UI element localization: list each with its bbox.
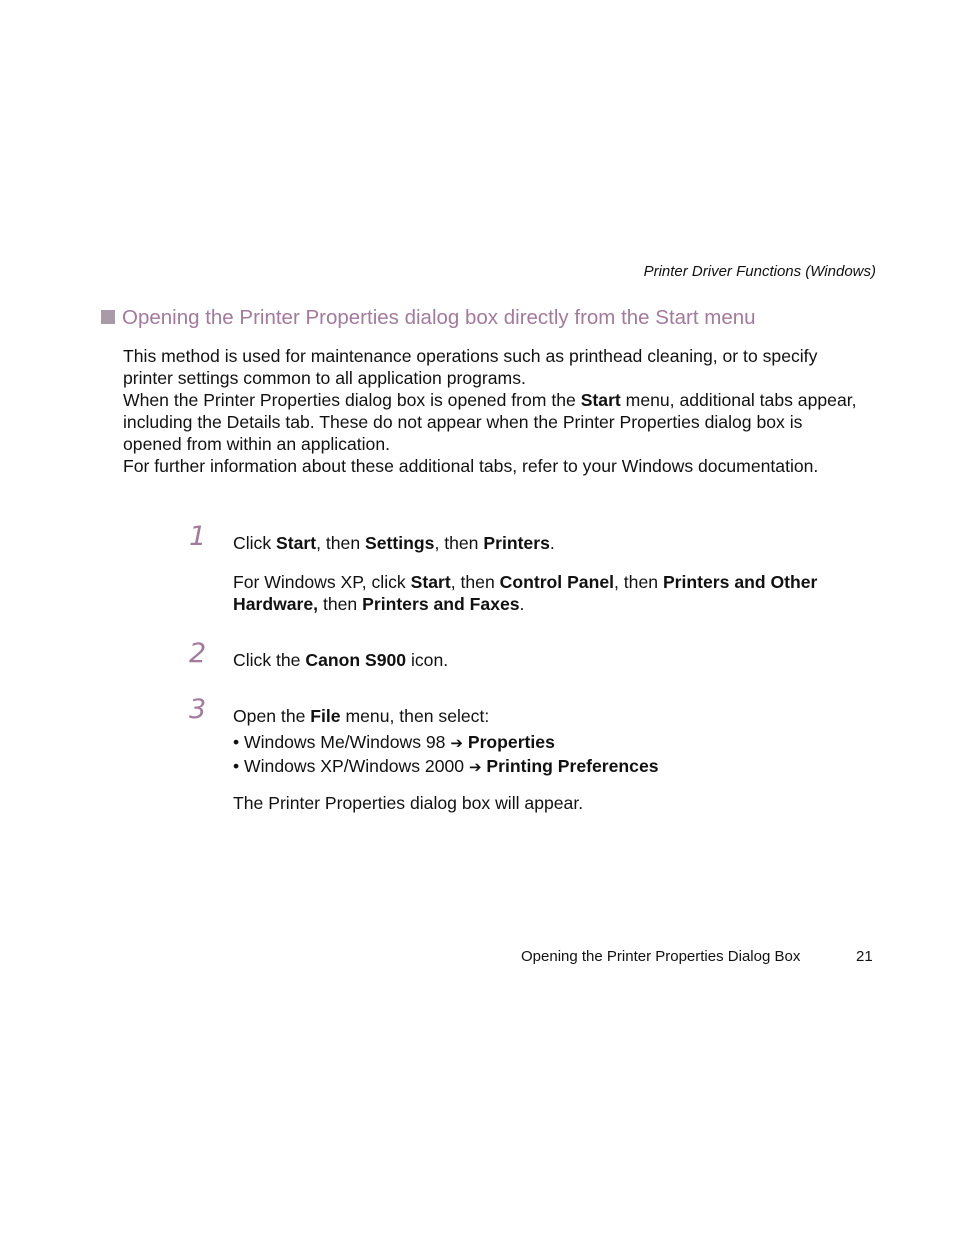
intro-p2-text-c: menu, additional tabs appear, including the Details tab. These do not appear when the Printer Properties dialog box is opened from within an application. [123, 390, 857, 454]
square-bullet-icon [101, 310, 115, 324]
intro-text [123, 345, 863, 477]
intro-paragraph-2 [123, 389, 863, 455]
step-1-text: . [549, 533, 555, 553]
step-number-3: 3 [189, 694, 207, 725]
step-1-bold-settings: Settings [365, 533, 435, 553]
step-3-option-list [233, 731, 863, 779]
step-1-note-bold-control-panel: Control Panel [499, 572, 615, 592]
section-heading [101, 306, 756, 330]
step-1-body [233, 532, 863, 615]
step-2-text: icon. [406, 650, 449, 670]
page-number: 21 [856, 948, 873, 965]
step-2-body [233, 649, 863, 671]
step-2-instruction [233, 649, 863, 671]
arrow-right-icon: ➔ [450, 734, 463, 752]
option-target-properties: Properties [467, 732, 555, 752]
intro-paragraph-3: For further information about these additional tabs, refer to your Windows documentation. [123, 456, 819, 476]
list-item [233, 731, 863, 755]
step-1-note-bold-printers-hardware: Printers and Other Hardware, [233, 572, 818, 614]
section-heading-text: Opening the Printer Properties dialog box directly from the Start menu [122, 306, 756, 329]
step-3-text: Open the [233, 706, 311, 726]
step-number-1: 1 [189, 521, 207, 552]
option-prefix: • Windows Me/Windows 98 [233, 732, 451, 752]
step-1-note-text: . [519, 594, 525, 614]
step-3-instruction [233, 705, 863, 727]
option-target-printing-preferences: Printing Preferences [486, 756, 659, 776]
step-1-text: , then [316, 533, 366, 553]
step-2-bold-canon-s900: Canon S900 [305, 650, 407, 670]
step-3-bold-file: File [310, 706, 341, 726]
intro-paragraph-1: This method is used for maintenance operations such as printhead cleaning, or to specify printer settings common to all application programs. [123, 346, 818, 388]
step-1-bold-start: Start [276, 533, 317, 553]
step-1-note-text: For Windows XP, click [233, 572, 411, 592]
list-item [233, 755, 863, 779]
step-1-instruction [233, 532, 863, 554]
intro-p2-text-a: When the Printer Properties dialog box is opened from the [123, 390, 581, 410]
step-1-xp-note [233, 571, 863, 615]
step-3-text: menu, then select: [340, 706, 490, 726]
step-3-result: The Printer Properties dialog box will appear. [233, 793, 584, 813]
running-header: Printer Driver Functions (Windows) [643, 263, 876, 280]
step-1-bold-printers: Printers [483, 533, 550, 553]
step-1-note-bold-start: Start [410, 572, 451, 592]
option-prefix: • Windows XP/Windows 2000 [233, 756, 469, 776]
step-1-note-text: , then [450, 572, 500, 592]
intro-p2-start-bold: Start [580, 390, 621, 410]
step-3-body [233, 705, 863, 814]
step-1-note-text: then [318, 594, 363, 614]
footer-title: Opening the Printer Properties Dialog Box [521, 948, 801, 965]
step-1-note-text: , then [614, 572, 663, 592]
step-1-note-bold-printers-faxes: Printers and Faxes [362, 594, 520, 614]
step-2-text: Click the [233, 650, 306, 670]
step-number-2: 2 [189, 638, 207, 669]
step-1-text: , then [434, 533, 484, 553]
arrow-right-icon: ➔ [468, 758, 482, 776]
step-1-text: Click [233, 533, 277, 553]
